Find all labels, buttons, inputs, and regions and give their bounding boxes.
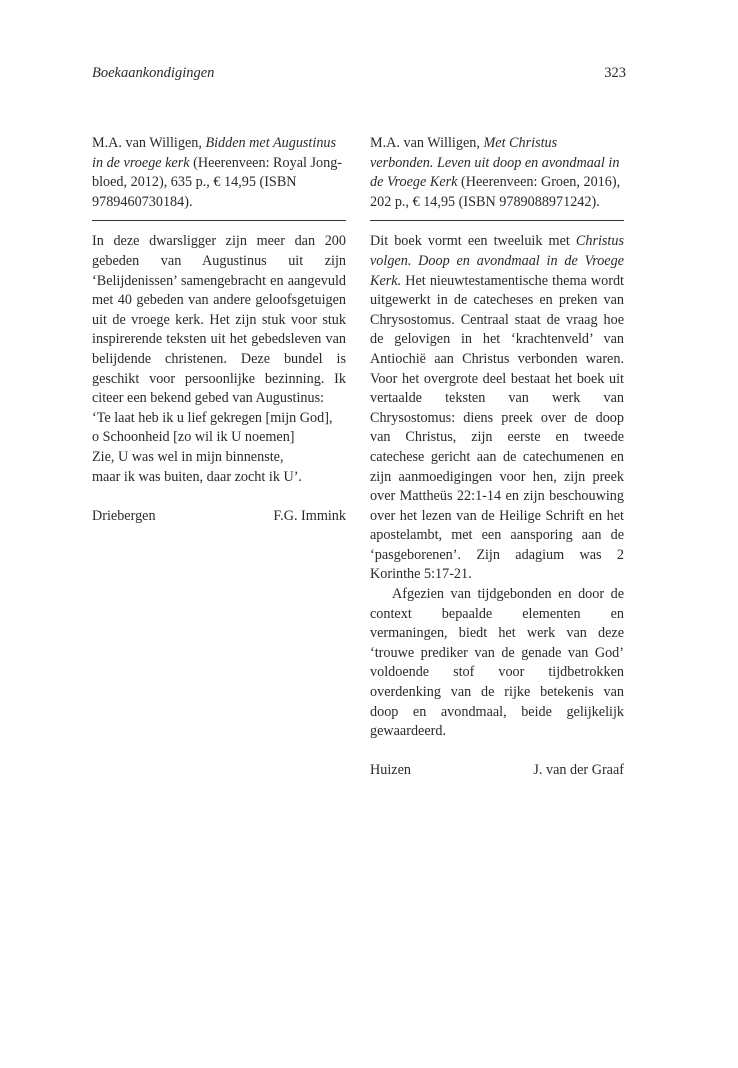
right-review-book-title: Met Christus verbonden. Leven uit doop en avondmaal in de Vroege Kerk <box>370 135 620 191</box>
right-review-rule <box>370 220 624 221</box>
left-review-rule <box>92 220 346 221</box>
right-review-author: M.A. van Willigen, <box>370 135 480 151</box>
right-review-paragraph-2: Afgezien van tijdgebonden en door de context bepaalde elementen en vermaningen, biedt het werk van deze ‘trouwe prediker van de genade van God’ voldoende stof voor tijdbetrokken overdenking van de rijke betekenis van doop en avondmaal, beide gelijkelijk gewaardeerd. <box>370 586 624 740</box>
quote-line: ‘Te laat heb ik u lief gekregen [mijn God], <box>92 409 333 426</box>
page-number: 323 <box>604 65 626 81</box>
left-review-signature <box>92 507 346 527</box>
right-review-heading <box>370 134 624 212</box>
section-title: Boekaankondigingen <box>92 65 215 81</box>
quote-line: maar ik was buiten, daar zocht ik U’. <box>92 468 302 485</box>
right-review-signature <box>370 761 624 781</box>
right-review-place: Huizen <box>370 762 411 779</box>
para1-book-title: Christus volgen. Doop en avondmaal in de Vroege Kerk. <box>370 233 624 289</box>
left-review-quote <box>92 409 346 487</box>
right-review-paragraph-1 <box>370 232 624 585</box>
right-review <box>370 134 624 781</box>
left-review-body <box>92 232 346 408</box>
left-review-reviewer: F.G. Immink <box>273 507 346 524</box>
left-review-book-title: Bidden met Augustinus in de vroege kerk <box>92 135 337 171</box>
left-review-author: M.A. van Willigen, <box>92 135 202 151</box>
para1-intro: Dit boek vormt een tweeluik met <box>370 233 570 250</box>
left-review-heading <box>92 134 346 212</box>
left-review-paragraph: In deze dwarsligger zijn meer dan 200 gebeden van Augustinus uit zijn ‘Belijdenissen’ samengebracht en aangevuld met 40 gebeden van andere geloofsgetuigen uit de vroege kerk. Het zijn stuk voor stuk inspirerende teksten uit het gebedsleven van belijdende christenen. Deze bundel is geschikt voor persoonlijke bezinning. Ik citeer een bekend gebed van Augustinus: <box>92 233 346 407</box>
right-review-details: (Heerenveen: Groen, 2016), 202 p., € 14,95 (ISBN 9789088971242). <box>370 174 621 210</box>
running-head <box>92 64 626 82</box>
left-review-details: (Heerenveen: Royal Jong-bloed, 2012), 635 p., € 14,95 (ISBN 9789460730184). <box>92 154 343 210</box>
right-review-body <box>370 232 624 741</box>
quote-line: Zie, U was wel in mijn binnenste, <box>92 448 284 465</box>
para1-rest: Het nieuwtestamentische thema wordt uitgewerkt in de catecheses en preken van Chrysostomus. Centraal staat de vraag hoe de gelovigen in het ‘krachtenveld’ van Antiochië aan Christus verbonden waren. Voor het overgrote deel bestaat het boek uit vertaalde teksten van werk van Chrysostomus: diens preek over de doop van Christus, zijn eerste en tweede catechese gericht aan de catechumenen en zijn aanmoedigingen voor hen, zijn preek over Mattheüs 22:1-14 en zijn beschouwing over het lezen van de Heilige Schrift en het apostelambt, met een aansporing aan de ‘pasgeborenen’. Zijn adagium was 2 Korinthe 5:17-21. <box>370 272 624 583</box>
quote-line: o Schoonheid [zo wil ik U noemen] <box>92 429 295 446</box>
right-review-reviewer: J. van der Graaf <box>533 762 624 779</box>
left-review-place: Driebergen <box>92 507 156 524</box>
left-review <box>92 134 346 526</box>
